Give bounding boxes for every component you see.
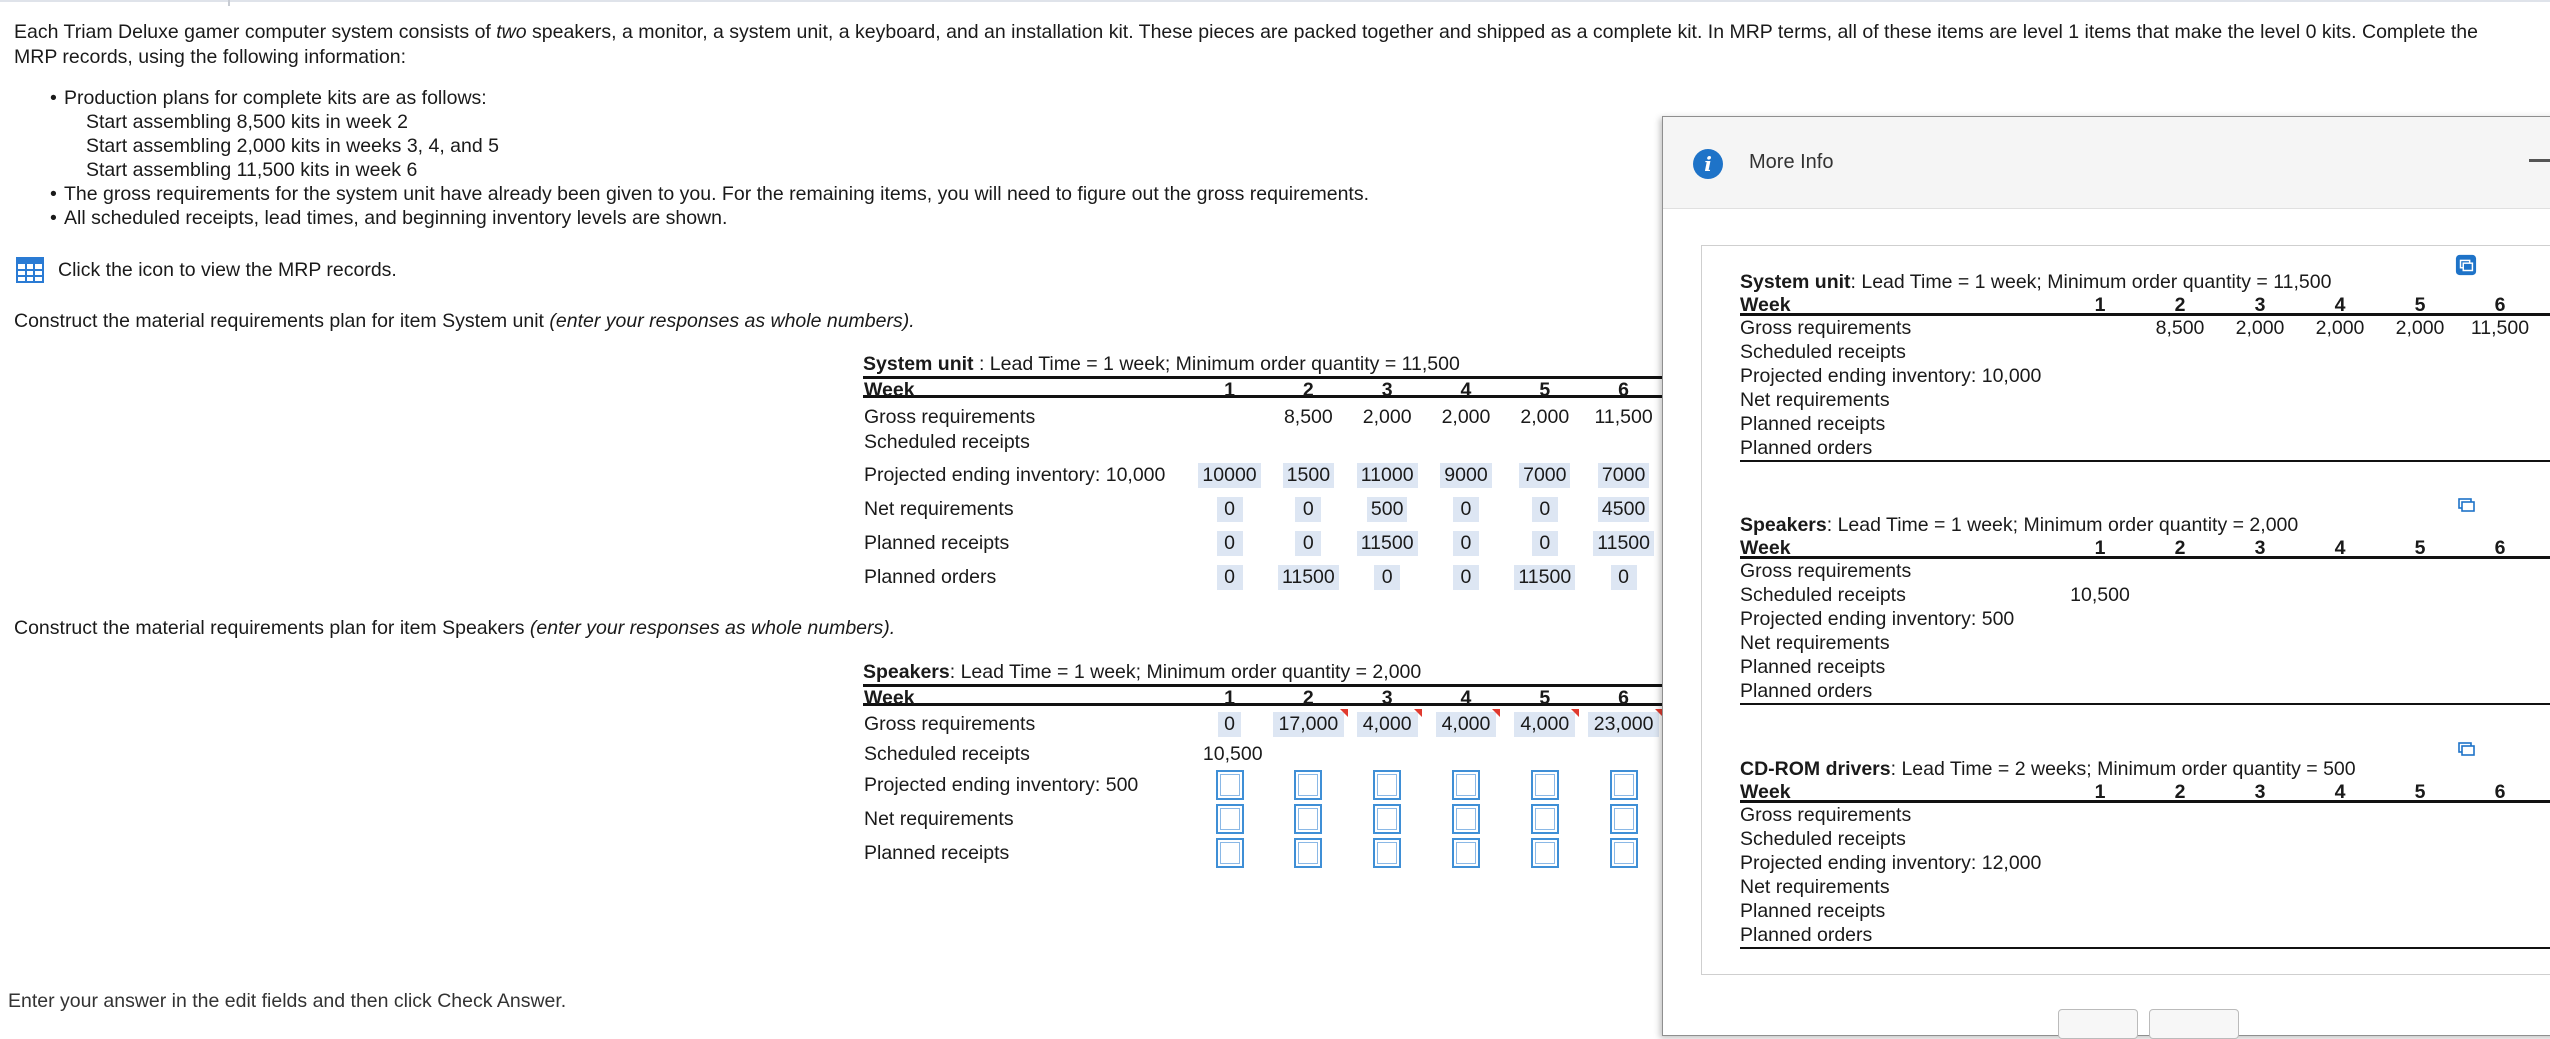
week-5: 5 xyxy=(2414,537,2426,559)
week-6: 6 xyxy=(2494,781,2506,803)
row-label: Planned receipts xyxy=(1740,413,1886,435)
info-row xyxy=(1740,631,2550,655)
system-pei-row xyxy=(863,458,1663,492)
answer-cell[interactable]: 0 xyxy=(1217,531,1243,556)
week-1: 1 xyxy=(1224,379,1235,401)
system-unit-title-bold: System unit xyxy=(863,353,974,375)
row-label: Net requirements xyxy=(1740,876,1890,898)
row-label: Planned receipts xyxy=(864,531,1010,554)
input-field[interactable] xyxy=(1610,804,1638,834)
answer-cell[interactable]: 0 xyxy=(1453,565,1479,590)
panel-header xyxy=(1663,117,2550,209)
construct-speakers-prompt xyxy=(14,617,895,640)
info-row xyxy=(1740,607,2550,631)
top-divider xyxy=(0,0,2550,4)
mrp-link-text: Click the icon to view the MRP records. xyxy=(58,258,397,281)
gross-answer-cell[interactable]: 4,000 xyxy=(1436,712,1497,737)
problem-intro xyxy=(14,20,2514,70)
gross-cell: 11,500 xyxy=(1594,405,1653,428)
week-4: 4 xyxy=(2334,781,2346,803)
week-label: Week xyxy=(864,687,915,709)
answer-cell[interactable]: 0 xyxy=(1611,565,1637,590)
speakers-title-bold: Speakers xyxy=(863,661,950,683)
info-row xyxy=(1740,655,2550,679)
gross-answer-cell[interactable]: 23,000 xyxy=(1588,712,1660,737)
info-cdrom-title-rest: : Lead Time = 2 weeks; Minimum order quantity = 500 xyxy=(1890,758,2356,780)
info-system-title xyxy=(1740,270,2550,294)
gross-answer-cell[interactable]: 0 xyxy=(1218,712,1241,737)
week-3: 3 xyxy=(2254,537,2266,559)
bullet-sub-2: Start assembling 2,000 kits in weeks 3, 4, and 5 xyxy=(86,135,499,157)
info-system-title-bold: System unit xyxy=(1740,271,1851,293)
table-grid-icon[interactable] xyxy=(16,257,44,283)
week-2: 2 xyxy=(1302,687,1314,709)
row-label: Gross requirements xyxy=(1740,560,1912,582)
info-cdrom-title xyxy=(1740,757,2550,781)
info-speakers-title-rest: : Lead Time = 1 week; Minimum order quantity = 2,000 xyxy=(1826,514,2299,536)
answer-cell[interactable]: 11500 xyxy=(1593,531,1654,556)
info-row xyxy=(1740,923,2550,947)
row-label: Projected ending inventory: 500 xyxy=(864,773,1139,796)
system-gross-row xyxy=(863,404,1663,430)
week-4: 4 xyxy=(2334,537,2346,559)
construct-system-text: Construct the material requirements plan for item System unit xyxy=(14,310,550,332)
row-label: Scheduled receipts xyxy=(864,742,1030,765)
row-label: Planned orders xyxy=(1740,680,1873,702)
answer-cell[interactable]: 0 xyxy=(1374,565,1400,590)
row-label: Gross requirements xyxy=(864,405,1036,428)
answer-cell[interactable]: 0 xyxy=(1453,531,1479,556)
top-divider-tick xyxy=(228,0,230,6)
input-field[interactable] xyxy=(1216,770,1244,800)
row-label: Planned orders xyxy=(864,565,997,588)
input-field[interactable] xyxy=(1452,804,1480,834)
answer-cell[interactable]: 0 xyxy=(1295,497,1321,522)
week-label: Week xyxy=(1740,781,1791,803)
info-row xyxy=(1740,679,2550,703)
info-row xyxy=(1740,316,2550,340)
speakers-gross-row xyxy=(863,708,1663,740)
info-speakers-week-header xyxy=(1740,537,2550,559)
row-label: Projected ending inventory: 10,000 xyxy=(864,463,1166,486)
week-label: Week xyxy=(1740,294,1791,316)
info-system-title-rest: : Lead Time = 1 week; Minimum order quantity = 11,500 xyxy=(1850,271,2332,293)
week-2: 2 xyxy=(2174,781,2186,803)
system-unit-title xyxy=(863,352,1663,376)
row-label: Projected ending inventory: 10,000 xyxy=(1740,365,2042,387)
answer-cell[interactable]: 0 xyxy=(1453,497,1479,522)
input-field[interactable] xyxy=(1373,838,1401,868)
info-row xyxy=(1740,583,2550,607)
speakers-title-rest: : Lead Time = 1 week; Minimum order quantity = 2,000 xyxy=(949,661,1422,683)
input-field[interactable] xyxy=(1452,770,1480,800)
week-1: 1 xyxy=(1224,687,1235,709)
row-label: Scheduled receipts xyxy=(864,430,1030,453)
panel-title: More Info xyxy=(1749,151,1834,173)
week-5: 5 xyxy=(1539,687,1551,709)
answer-cell[interactable]: 500 xyxy=(1367,497,1408,522)
footer-instruction: Enter your answer in the edit fields and then click Check Answer. xyxy=(8,990,567,1012)
week-5: 5 xyxy=(2414,294,2426,316)
done-button[interactable] xyxy=(2149,1009,2239,1039)
scheduled-cell: 10,500 xyxy=(1202,742,1263,765)
bullet-production: • Production plans for complete kits are as follows: xyxy=(50,86,1369,110)
info-cdrom-table xyxy=(1740,757,2550,949)
gross-cell: 2,000 xyxy=(2395,317,2445,339)
info-row xyxy=(1740,340,2550,364)
construct-speakers-note: (enter your responses as whole numbers). xyxy=(529,617,896,639)
week-6: 6 xyxy=(2494,294,2506,316)
row-label: Planned receipts xyxy=(1740,900,1886,922)
info-speakers-title xyxy=(1740,513,2550,537)
row-label: Projected ending inventory: 500 xyxy=(1740,608,2015,630)
info-speakers-title-bold: Speakers xyxy=(1740,514,1827,536)
system-planned-orders-row xyxy=(863,560,1663,594)
week-label: Week xyxy=(864,379,915,401)
scheduled-cell: 10,500 xyxy=(2070,584,2130,606)
input-field[interactable] xyxy=(1452,838,1480,868)
week-6: 6 xyxy=(1618,379,1630,401)
system-unit-week-header xyxy=(863,376,1663,401)
bullet-sub-1: Start assembling 8,500 kits in week 2 xyxy=(86,111,408,133)
answer-cell[interactable]: 0 xyxy=(1217,565,1243,590)
gross-cell xyxy=(2060,316,2140,340)
minimize-icon[interactable] xyxy=(2529,159,2550,162)
week-2: 2 xyxy=(1302,379,1314,401)
row-label: Scheduled receipts xyxy=(1740,584,1906,606)
print-button[interactable] xyxy=(2058,1009,2138,1039)
system-unit-title-rest: : Lead Time = 1 week; Minimum order quantity = 11,500 xyxy=(973,353,1460,375)
construct-system-note: (enter your responses as whole numbers). xyxy=(549,310,915,332)
mrp-records-link[interactable] xyxy=(16,257,397,283)
info-row xyxy=(1740,412,2550,436)
answer-cell[interactable]: 11500 xyxy=(1514,565,1575,590)
week-4: 4 xyxy=(1460,379,1472,401)
speakers-week-header xyxy=(863,684,1663,709)
week-1: 1 xyxy=(2094,537,2106,559)
week-label: Week xyxy=(1740,537,1791,559)
row-label: Net requirements xyxy=(1740,632,1890,654)
intro-text-2: speakers, a monitor, a system unit, a keyboard, and an installation kit. These pieces are packed together and shipped as a complete kit. In MRP terms, all of these items are level 1 items that make the level 0 kits. Complete the MRP records, using the following information: xyxy=(14,21,2478,68)
row-label: Planned receipts xyxy=(1740,656,1886,678)
info-cdrom-week-header xyxy=(1740,781,2550,803)
row-label: Net requirements xyxy=(864,497,1014,520)
input-field[interactable] xyxy=(1294,804,1322,834)
week-4: 4 xyxy=(2334,294,2346,316)
construct-speakers-text: Construct the material requirements plan for item Speakers xyxy=(14,617,530,639)
speakers-planned-receipts-row xyxy=(863,836,1663,870)
row-label: Gross requirements xyxy=(1740,317,1912,339)
table-bottom-rule xyxy=(1740,703,2550,705)
speakers-net-row xyxy=(863,802,1663,836)
gross-cell: 2,000 xyxy=(2235,317,2285,339)
system-unit-table xyxy=(863,352,1663,594)
row-label: Net requirements xyxy=(1740,389,1890,411)
info-cdrom-title-bold: CD-ROM drivers xyxy=(1740,758,1891,780)
row-label: Projected ending inventory: 12,000 xyxy=(1740,852,2042,874)
input-field[interactable] xyxy=(1373,770,1401,800)
bullet-scheduled: • All scheduled receipts, lead times, and beginning inventory levels are shown. xyxy=(50,206,1369,230)
gross-cell: 8,500 xyxy=(1283,405,1333,428)
answer-cell[interactable]: 1500 xyxy=(1283,463,1334,488)
week-2: 2 xyxy=(2174,294,2186,316)
info-row xyxy=(1740,559,2550,583)
panel-body xyxy=(1701,245,2550,975)
system-scheduled-row xyxy=(863,430,1663,454)
info-icon: i xyxy=(1693,149,1723,179)
week-3: 3 xyxy=(1381,379,1393,401)
input-field[interactable] xyxy=(1373,804,1401,834)
week-5: 5 xyxy=(2414,781,2426,803)
answer-cell[interactable]: 0 xyxy=(1217,497,1243,522)
info-row xyxy=(1740,827,2550,851)
info-speakers-table xyxy=(1740,513,2550,705)
input-field[interactable] xyxy=(1531,804,1559,834)
speakers-pei-row xyxy=(863,768,1663,802)
gross-cell: 2,000 xyxy=(1362,405,1412,428)
input-field[interactable] xyxy=(1531,770,1559,800)
table-bottom-rule xyxy=(1740,460,2550,462)
info-row xyxy=(1740,436,2550,460)
info-row xyxy=(1740,364,2550,388)
info-system-week-header xyxy=(1740,294,2550,316)
info-row xyxy=(1740,899,2550,923)
gross-cell: 2,000 xyxy=(1441,405,1491,428)
gross-cell: 2,000 xyxy=(2315,317,2365,339)
system-planned-receipts-row xyxy=(863,526,1663,560)
week-1: 1 xyxy=(2094,781,2106,803)
info-row xyxy=(1740,875,2550,899)
week-6: 6 xyxy=(2494,537,2506,559)
table-bottom-rule xyxy=(1740,947,2550,949)
answer-cell[interactable]: 0 xyxy=(1295,531,1321,556)
intro-text-1: Each Triam Deluxe gamer computer system consists of xyxy=(14,21,497,43)
answer-cell[interactable]: 0 xyxy=(1532,531,1558,556)
week-1: 1 xyxy=(2094,294,2106,316)
week-3: 3 xyxy=(2254,781,2266,803)
week-3: 3 xyxy=(1381,687,1393,709)
gross-cell: 11,500 xyxy=(2470,317,2530,339)
week-3: 3 xyxy=(2254,294,2266,316)
week-2: 2 xyxy=(2174,537,2186,559)
answer-cell[interactable]: 7000 xyxy=(1598,463,1649,488)
row-label: Gross requirements xyxy=(1740,804,1912,826)
row-label: Gross requirements xyxy=(864,712,1036,735)
gross-cell: 8,500 xyxy=(2155,317,2205,339)
info-row xyxy=(1740,803,2550,827)
gross-answer-cell[interactable]: 4,000 xyxy=(1514,712,1575,737)
row-label: Planned orders xyxy=(1740,437,1873,459)
info-bullets xyxy=(50,86,1369,230)
input-field[interactable] xyxy=(1610,770,1638,800)
answer-cell[interactable]: 11000 xyxy=(1357,463,1418,488)
more-info-panel xyxy=(1662,116,2550,1036)
input-field[interactable] xyxy=(1294,838,1322,868)
system-net-row xyxy=(863,492,1663,526)
row-label: Scheduled receipts xyxy=(1740,828,1906,850)
info-row xyxy=(1740,851,2550,875)
row-label: Scheduled receipts xyxy=(1740,341,1906,363)
answer-cell[interactable]: 0 xyxy=(1532,497,1558,522)
answer-cell[interactable]: 11500 xyxy=(1357,531,1418,556)
input-field[interactable] xyxy=(1610,838,1638,868)
speakers-table xyxy=(863,660,1663,870)
answer-cell[interactable]: 4500 xyxy=(1598,497,1649,522)
input-field[interactable] xyxy=(1216,838,1244,868)
speakers-scheduled-row xyxy=(863,740,1663,768)
bullet-gross: • The gross requirements for the system unit have already been given to you. For the remaining items, you will need to figure out the gross requirements. xyxy=(50,182,1369,206)
row-label: Planned receipts xyxy=(864,841,1010,864)
input-field[interactable] xyxy=(1531,838,1559,868)
info-system-unit-table xyxy=(1740,270,2550,462)
gross-answer-cell[interactable]: 17,000 xyxy=(1273,712,1345,737)
bullet-sub-3: Start assembling 11,500 kits in week 6 xyxy=(86,159,418,181)
speakers-title xyxy=(863,660,1663,684)
week-5: 5 xyxy=(1539,379,1551,401)
gross-answer-cell[interactable]: 4,000 xyxy=(1357,712,1418,737)
gross-cell: 2,000 xyxy=(1520,405,1570,428)
row-label: Net requirements xyxy=(864,807,1014,830)
input-field[interactable] xyxy=(1294,770,1322,800)
answer-cell[interactable]: 7000 xyxy=(1519,463,1570,488)
answer-cell[interactable]: 11500 xyxy=(1278,565,1339,590)
week-4: 4 xyxy=(1460,687,1472,709)
input-field[interactable] xyxy=(1216,804,1244,834)
intro-emphasis: two xyxy=(496,21,527,43)
answer-cell[interactable]: 9000 xyxy=(1440,463,1491,488)
info-row xyxy=(1740,388,2550,412)
row-label: Planned orders xyxy=(1740,924,1873,946)
answer-cell[interactable]: 10000 xyxy=(1198,463,1260,488)
week-6: 6 xyxy=(1618,687,1630,709)
construct-system-prompt xyxy=(14,310,915,333)
